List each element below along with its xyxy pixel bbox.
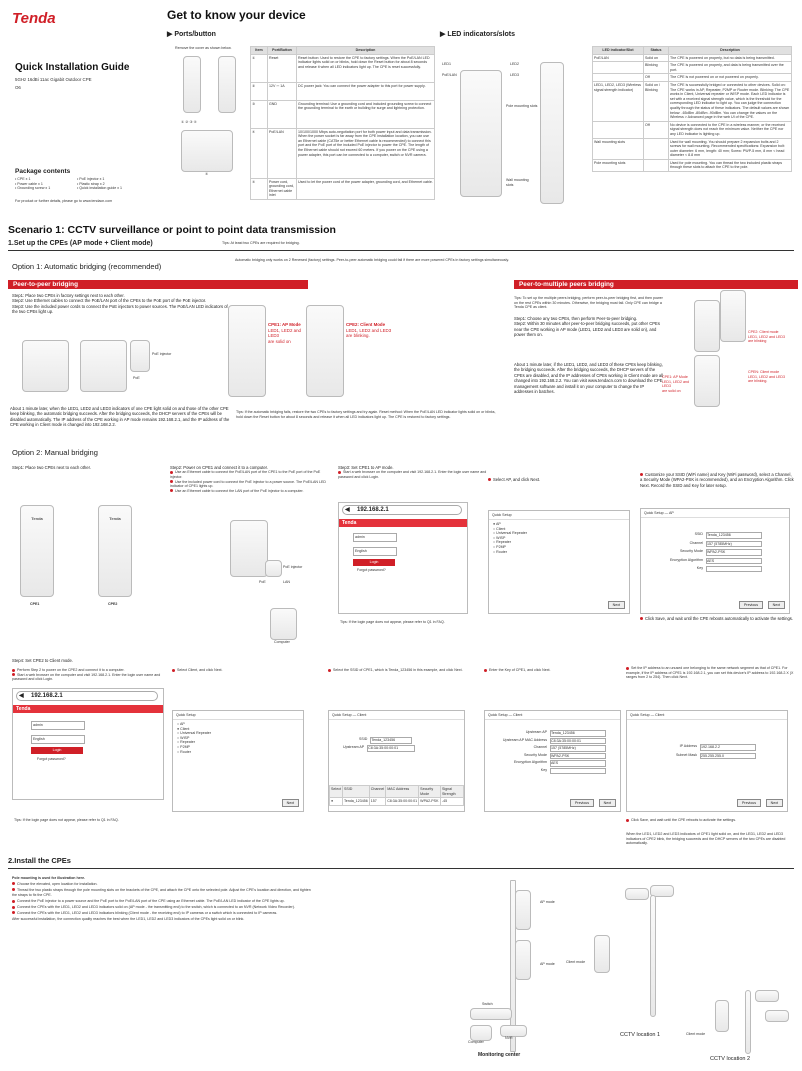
computer-illustration bbox=[270, 608, 297, 640]
key-input[interactable] bbox=[550, 768, 606, 774]
p2mp-c2-mode: CPE2: Client mode bbox=[748, 330, 779, 334]
package-footnote: For product or further details, please go to www.tendacn.com bbox=[15, 199, 113, 203]
product-name: 5GHz 16dBi 11ac Gigabit Outdoor CPE bbox=[15, 77, 92, 82]
channel-select[interactable]: 157 (5785MHz) bbox=[706, 541, 762, 548]
mode-option[interactable]: ○ Repeater bbox=[177, 740, 195, 745]
table-row: Off No device is connected to the CPE in a wireless manner, or the received signal strength does not reach the minimum value. Neither the CPE nor any LED indicator is lighting up. bbox=[593, 121, 792, 138]
key-field-row: Upstream AP MAC Address C8:3A:35:00:00:01 bbox=[489, 738, 616, 745]
install-divider bbox=[8, 868, 794, 869]
p2mp-ap-label bbox=[662, 375, 694, 393]
mode-option[interactable]: ○ P2MP bbox=[177, 744, 190, 749]
mode-option[interactable]: ○ Router bbox=[177, 749, 191, 754]
p2mp-step2: Step2: Within 30 minutes after peer-to-peer bridging succeeds, put other CPEs near the CPE working in AP mode (LED1, LED2 and LED3 are solid on), and power them on. bbox=[514, 321, 660, 338]
p2p-step3: Step3: Use the included power cords to connect the PoE injectors to power sources. The PoE/LAN LED indicators of the two CPEs light up. bbox=[12, 303, 228, 315]
p2mp-heading: Peer-to-multiple peers bridging bbox=[514, 280, 798, 289]
o2-step2-item: Use an Ethernet cable to connect the PoE/LAN port of the CPE1 to the PoE port of the PoE injector. bbox=[170, 470, 321, 479]
pole-illustration bbox=[650, 895, 656, 1017]
model-name: O6 bbox=[15, 85, 21, 90]
table-row: ③ GND Grounding terminal: Use a grounding cord and included grounding screw to connect the grounding terminal to the earth or building for surge and lightning protection. bbox=[251, 100, 435, 128]
mode-option[interactable]: ○ Router bbox=[493, 549, 507, 554]
monitoring-center-label: Monitoring center bbox=[478, 1052, 521, 1058]
p2mp-ap-state: are solid on bbox=[662, 388, 681, 393]
subnet-mask-input[interactable]: 255.255.255.0 bbox=[700, 753, 756, 760]
login-header: Tenda bbox=[339, 519, 467, 527]
mode-option[interactable]: ○ Client bbox=[493, 526, 506, 531]
page-title: Get to know your device bbox=[167, 8, 306, 22]
o2-computer-label: Computer bbox=[274, 640, 290, 644]
cctv2-label: CCTV location 2 bbox=[710, 1056, 751, 1062]
ssid-input[interactable]: Tenda_123456 bbox=[706, 532, 762, 539]
mode-list bbox=[173, 720, 303, 756]
poe-injector-illustration bbox=[265, 560, 282, 577]
key-field-row: Key bbox=[489, 768, 616, 774]
ap-mode-label-2: AP mode bbox=[540, 962, 555, 966]
ssid-row: SSID Tenda_123456 bbox=[359, 737, 412, 744]
ap-field-row: Security Mode WPA2-PSK bbox=[661, 549, 785, 556]
cpe-illustration bbox=[694, 300, 720, 352]
mode-option[interactable]: ○ Repeater bbox=[493, 540, 511, 545]
cpe-illustration bbox=[694, 355, 720, 407]
poe-lan-label: PoE/LAN bbox=[442, 73, 457, 77]
cpe2-state: are blinking. bbox=[346, 333, 370, 339]
cpe1-caption: CPE1 bbox=[30, 602, 40, 606]
ports-circles: ① ② ③ ④ bbox=[181, 120, 197, 124]
cpe-logo: Tenda bbox=[109, 516, 121, 521]
ap-fields bbox=[641, 518, 789, 572]
cpe2-illustration bbox=[98, 505, 132, 597]
client-mode-label-2: Client mode bbox=[686, 1032, 706, 1036]
p2mp-c2-label bbox=[748, 330, 796, 344]
led-table bbox=[592, 46, 792, 172]
key-field-row: Upstream AP Tenda_123456 bbox=[489, 730, 616, 737]
p2mp-cn-leds: LED1, LED2 and LED3 bbox=[748, 374, 785, 379]
o2-step3-select: Select AP, and click Next. bbox=[488, 477, 638, 482]
cpe1-mode: CPE1: AP Mode bbox=[268, 322, 301, 327]
address-text: 192.168.2.1 bbox=[357, 507, 389, 513]
next-button[interactable]: Next bbox=[766, 799, 783, 807]
browser-back-icon[interactable]: ◀ bbox=[345, 507, 350, 513]
key-field-row: Encryption Algorithm AES bbox=[489, 760, 616, 767]
o2-step2-item: Use an Ethernet cable to connect the LAN port of the PoE injector to a computer. bbox=[170, 489, 330, 494]
p2p-tip: Tips: If the automatic bridging fails, restore the two CPEs to factory settings and try again. Reset method: When the PoE/LAN LED indicator lights solid on or blinks, hold down the Reset button for about 8 seconds and release it when all LED indicators light up. The CPE is restored to factory settings. bbox=[236, 410, 496, 419]
o2-step1: Step1: Place two CPEs next to each other. bbox=[12, 465, 91, 470]
mode-option[interactable]: ○ WISP bbox=[177, 735, 190, 740]
cpe-client-illustration bbox=[594, 935, 610, 973]
tips-top: Tips: At least two CPEs are required for bridging. bbox=[222, 241, 300, 245]
p2mp-cn-state: are blinking. bbox=[748, 379, 768, 384]
package-item: • Grounding screw x 1 bbox=[15, 186, 51, 191]
setup-heading: 1.Set up the CPEs (AP mode + Client mode) bbox=[8, 240, 153, 247]
cover-note: Remove the cover as shown below. bbox=[175, 46, 232, 50]
cpe-illustration bbox=[80, 340, 127, 392]
led-col-indicator: LED indicator/Slot bbox=[593, 47, 644, 55]
client-setup-title: Quick Setup — Client bbox=[627, 711, 787, 720]
table-row: Off The CPE is not powered on or not powered on properly. bbox=[593, 74, 792, 82]
ap-field-row: Key bbox=[661, 566, 785, 572]
o2-step2-title: Step2: Power on CPE1 and connect it to a computer. bbox=[170, 465, 268, 470]
computer-label: Computer bbox=[468, 1040, 484, 1044]
scan-table: Select SSID Channel MAC Address Security Mode Signal Strength ● Tenda_123456 157 C8:3A:35:00:00:01 WPA2-PSK -45 bbox=[329, 785, 464, 806]
browser-back-icon[interactable]: ◀ bbox=[19, 693, 24, 699]
cpe1-leds: LED1, LED2 and LED3 bbox=[268, 327, 301, 339]
o2-step3-save: Click Save, and wait until the CPE reboots automatically to activate the settings. bbox=[640, 616, 795, 621]
client-setup-title: Quick Setup — Client bbox=[329, 711, 464, 720]
previous-button[interactable]: Previous bbox=[739, 601, 763, 609]
led1-label: LED1 bbox=[442, 62, 451, 66]
login-header: Tenda bbox=[13, 705, 163, 713]
ports-table bbox=[250, 46, 435, 200]
table-row[interactable]: ● Tenda_123456 157 C8:3A:35:00:00:01 WPA2-PSK -45 bbox=[330, 798, 464, 806]
key-input[interactable] bbox=[706, 566, 762, 572]
p2mp-c2-leds: LED1, LED2 and LED3 bbox=[748, 334, 785, 339]
install-heading: 2.Install the CPEs bbox=[8, 856, 71, 865]
package-item: • Quick installation guide x 1 bbox=[77, 186, 123, 191]
client-ip-panel bbox=[626, 710, 788, 812]
poe-injector-label: PoE injector bbox=[152, 352, 172, 356]
ports-heading bbox=[167, 30, 216, 38]
cpe2-caption: CPE2 bbox=[108, 602, 118, 606]
cpe-open-illustration-2 bbox=[218, 56, 236, 113]
client-setup-title: Quick Setup — Client bbox=[485, 711, 620, 720]
package-heading: Package contents bbox=[15, 168, 71, 175]
table-row: Pole mounting slots Used for pole mounting. You can thread the two included plastic straps through these slots to attach the CPE to the pole. bbox=[593, 159, 792, 171]
p2mp-ap-leds: LED1, LED2 and LED3 bbox=[662, 379, 689, 389]
package-list bbox=[15, 177, 155, 191]
o2-poe-injector-label: PoE injector bbox=[283, 565, 303, 569]
p2mp-ap-mode: CPE1: AP Mode bbox=[662, 375, 688, 379]
login-lang-select[interactable]: English bbox=[31, 735, 85, 744]
ap-setup-panel bbox=[640, 508, 790, 614]
channel-select[interactable]: 157 (5785MHz) bbox=[550, 745, 606, 752]
camera-illustration bbox=[755, 990, 779, 1002]
package-item: • PoE injector x 1 bbox=[77, 177, 105, 181]
next-button[interactable]: Next bbox=[768, 601, 785, 609]
scenario-title: Scenario 1: CCTV surveillance or point to point data transmission bbox=[8, 224, 336, 236]
login-user[interactable]: admin bbox=[31, 721, 85, 730]
address-text: 192.168.2.1 bbox=[31, 693, 63, 699]
cpe-ap-illustration bbox=[515, 940, 531, 980]
encryption-select[interactable]: AES bbox=[706, 558, 762, 565]
pole-illustration bbox=[745, 990, 751, 1054]
p2p-step1: Step1: Place two CPEs in factory settings next to each other. bbox=[12, 293, 125, 298]
step4-item: Enter the Key of CPE1, and click Next. bbox=[484, 668, 624, 673]
led-col-desc: Description bbox=[669, 47, 792, 55]
mode-option[interactable]: ○ P2MP bbox=[493, 544, 506, 549]
quick-setup-title: Quick Setup bbox=[489, 511, 629, 520]
mode-list bbox=[489, 520, 629, 556]
table-row: ④ PoE/LAN 10/100/1000 Mbps auto-negotiation port for both power input and data transmission. When the power socket is far away from the CPE installation location, you can use an Ethernet cable (CAT5e or better Ethernet cable is recommended) to connect this port and the PoE port of the included PoE injector to power the CPE. The length of the Ethernet cable should not exceed 60 meters. If you power on the CPE using a power adapter, this port can be connected to a computer, switch or NVR camera. bbox=[251, 128, 435, 178]
ap-setup-title: Quick Setup — AP bbox=[641, 509, 789, 518]
triangle-icon: ▶ bbox=[440, 31, 448, 38]
o2-step3-customize: Customize your SSID (WiFi name) and Key (WiFi password), select a Channel, a Security Mode (WPA2-PSK is recommended), and an Encryption Algorithm. Click Next. Record the SSID and Key for later setup. bbox=[640, 472, 794, 488]
quick-setup-title: Quick Setup bbox=[173, 711, 303, 720]
install-item: Connect the CPEs with the LED1, LED2 and LED3 indicators solid on (AP mode - the transmitting end) to the switch, which is connected to an NVR (Network Video Recorder). bbox=[12, 905, 312, 911]
address-bar[interactable] bbox=[16, 691, 158, 701]
quick-setup-panel bbox=[488, 510, 630, 614]
table-row: Wall mounting slots Used for wall mounting. You should prepare 2 expansion bolts and 2 screws for wall mounting. Recommended specifications: Expansion bolt: outer diameter: 6 mm, length: 40 mm; Screw: PWP-5 mm, 8 mm < head diameter < 8.8 mm bbox=[593, 138, 792, 159]
step4-item: Set the IP address to an unused one belonging to the same network segment as that of CPE1. For example, if the IP address of CPE1 is 192.168.2.1, you can set this device's IP address to 192.168.2.X (X ranges from 2 to 254). Then click Next. bbox=[626, 666, 794, 680]
browser-window bbox=[338, 502, 468, 614]
camera-illustration bbox=[625, 888, 649, 900]
triangle-icon: ▶ bbox=[167, 31, 175, 38]
ip-field-row: Subnet Mask 255.255.255.0 bbox=[657, 753, 783, 760]
switch-illustration bbox=[470, 1008, 512, 1020]
pole-slots-label: Pole mounting slots bbox=[506, 104, 538, 108]
key-field-row: Security Mode WPA2-PSK bbox=[489, 753, 616, 760]
cpe-client-illustration bbox=[715, 1000, 729, 1032]
next-button[interactable]: Next bbox=[599, 799, 616, 807]
cpe-logo: Tenda bbox=[31, 516, 43, 521]
peer-mac-input[interactable]: C8:3A:35:00:00:01 bbox=[367, 745, 415, 752]
computer-illustration bbox=[470, 1025, 492, 1041]
option1-tips: Automatic bridging only works on 2 Renewed (factory) settings. Peer-to-peer automatic bridging could fail if there are more powered CPEs in factory settings simultaneously. bbox=[235, 258, 509, 262]
step4-heading: Step4: Set CPE2 to Client mode. bbox=[12, 658, 73, 663]
led2-label: LED2 bbox=[510, 62, 519, 66]
install-item: Connect the PoE injector to a power source and the PoE port to the PoE/LAN port of the CPE using an Ethernet cable. The PoE/LAN LED indicator of the CPE lights up. bbox=[12, 899, 312, 905]
ip-fields bbox=[627, 720, 787, 759]
o2-step3 bbox=[338, 465, 498, 480]
client-key-panel bbox=[484, 710, 621, 812]
led-heading bbox=[440, 30, 515, 38]
p2mp-step1: Step1: Choose any two CPEs, then perform Peer-to-peer bridging. bbox=[514, 316, 638, 321]
nvr-label: NVR bbox=[505, 1036, 513, 1040]
package-item: • Power cable x 1 bbox=[15, 181, 43, 186]
mode-option[interactable]: ○ AP bbox=[177, 722, 185, 726]
ap-field-row: Channel 157 (5785MHz) bbox=[661, 541, 785, 548]
step4-item: Select Client, and click Next. bbox=[172, 668, 312, 673]
led-heading-text: LED indicators/slots bbox=[447, 31, 516, 38]
option1-heading: Option 1: Automatic bridging (recommended) bbox=[12, 262, 162, 271]
cpe2-client-label bbox=[346, 322, 392, 339]
login-button[interactable]: Login bbox=[353, 559, 395, 566]
login-user[interactable]: admin bbox=[353, 533, 397, 542]
mode-option[interactable]: ○ WISP bbox=[493, 535, 506, 540]
step4-result: When the LED1, LED2 and LED3 indicators of CPE1 light solid on, and the LED1, LED2 and LED3 indicators of CPE2 blink, the bridging succeeds and the DHCP servers of the two CPEs are disabled automatically. bbox=[626, 832, 786, 846]
step4-item: Click Save, and wait until the CPE reboots to activate the settings. bbox=[626, 818, 794, 823]
o2-step2 bbox=[170, 465, 330, 493]
table-row: LED1, LED2, LED3 (Wireless signal strength indicator) Solid on / Blinking The CPE is successfully bridged or connected to other devices. Solid on: The CPE works in AP, Repeater, P2MP or Router mode. Blinking: The CPE works in Client, Universal repeater or WISP mode. Each LED indicator is set with a received signal strength value, which is the threshold for the corresponding LED indicator to light up. You can judge the connection quality through the status of these indicators. The default values are shown below: -65dBm -80dBm -90dBm. You can change the values on the Wireless > Advanced page in the web UI of the CPE. bbox=[593, 81, 792, 121]
key-fields bbox=[485, 720, 620, 774]
tenda-logo: Tenda bbox=[12, 10, 56, 27]
install-item: Thread the two plastic straps through the pole mounting slots on the brackets of the CPE, and attach the CPE onto the selected pole. Adjust the CPE's location and direction, and tighten the straps to fix the CPE. bbox=[12, 887, 311, 898]
poe-label: PoE bbox=[133, 376, 140, 380]
peer-row: Upstream AP C8:3A:35:00:00:01 bbox=[343, 745, 415, 752]
cpe-bottom-illustration bbox=[181, 130, 233, 172]
login-lang-select[interactable]: English bbox=[353, 547, 397, 556]
cpe-open-illustration bbox=[183, 56, 201, 113]
section-divider bbox=[8, 250, 794, 251]
install-intro: Pole mounting is used for illustration here. bbox=[12, 876, 86, 880]
cpe-ap-illustration bbox=[515, 890, 531, 930]
ap-field-row: Encryption Algorithm AES bbox=[661, 558, 785, 565]
mode-option[interactable]: ● Client bbox=[177, 726, 190, 731]
camera-illustration bbox=[765, 1010, 789, 1022]
ssid-input[interactable]: Tenda_123456 bbox=[370, 737, 412, 744]
tip-login: Tips: If the login page does not appear, please refer to Q1 in FAQ. bbox=[340, 620, 445, 624]
cpe2-leds: LED1, LED2 and LED3 bbox=[346, 327, 392, 333]
step4-item: Perform Step 2 to power on the CPE2 and connect it to a computer. Start a web browser on the computer and visit 192.168.2.1. Enter the login user name and password and click Login. bbox=[12, 668, 161, 682]
mode-option[interactable]: ● AP bbox=[493, 522, 501, 526]
ports-col-item: Item bbox=[251, 47, 268, 55]
mode-option[interactable]: ○ Universal Repeater bbox=[177, 731, 211, 736]
ports-col-desc: Description bbox=[297, 47, 435, 55]
cpe1-ap-label bbox=[268, 322, 308, 344]
key-field-row: Channel 157 (5785MHz) bbox=[489, 745, 616, 752]
client-mode-label: Client mode bbox=[566, 960, 586, 964]
address-bar[interactable] bbox=[342, 505, 462, 515]
cpe-illustration bbox=[22, 340, 69, 392]
next-button[interactable]: Next bbox=[282, 799, 299, 807]
upstream-ssid-input[interactable]: Tenda_123456 bbox=[550, 730, 606, 737]
quick-setup-panel bbox=[172, 710, 304, 812]
mode-option[interactable]: ○ Universal Repeater bbox=[493, 531, 527, 536]
guide-title: Quick Installation Guide bbox=[15, 62, 130, 73]
forgot-link[interactable]: Forgot password? bbox=[357, 568, 386, 572]
previous-button[interactable]: Previous bbox=[737, 799, 761, 807]
p2mp-tips: Tips: To set up the multiple peers bridging, perform peer-to-peer bridging first, and then power on the rest CPEs within 30 minutes. Otherwise, the bridging must fail. Only CPE can bridge a Tenda CPE as client. bbox=[514, 296, 663, 310]
ports-heading-text: Ports/button bbox=[174, 31, 216, 38]
p2mp-cn-label bbox=[748, 370, 796, 384]
cpe1-illustration bbox=[20, 505, 54, 597]
install-outro: After successful installation, the connection quality reaches the best when the LED1, LED2 and LED3 indicators of the CPEs light solid on or blink. bbox=[12, 916, 245, 921]
cpe1-led-panel bbox=[228, 305, 266, 397]
o2-step2-item: Use the included power cord to connect the PoE injector to a power source. The PoE/LAN LED indicator of CPE1 lights up. bbox=[170, 479, 326, 489]
install-instructions bbox=[12, 876, 312, 922]
forgot-link[interactable]: Forgot password? bbox=[37, 757, 66, 761]
option2-heading: Option 2: Manual bridging bbox=[12, 448, 98, 457]
table-row: Blinking The CPE is powered on properly, and data is being transmitted over the port. bbox=[593, 62, 792, 74]
install-item: Connect the CPEs with the LED1, LED2 and LED3 indicators blinking (Client mode - the receiving end) to IP cameras or a switch which is connected to IP cameras. bbox=[12, 911, 312, 917]
table-row: ② 12V ⎓ 1A DC power jack: You can connect the power adapter to this port for power supply. bbox=[251, 82, 435, 100]
cpe2-led-panel bbox=[306, 305, 344, 397]
cpe-illustration bbox=[720, 290, 746, 342]
upstream-mac-input[interactable]: C8:3A:35:00:00:01 bbox=[550, 738, 606, 745]
p2p-step2: Step2: Use Ethernet cables to connect the PoE/LAN port of the CPEs to the PoE port of the PoE injector. bbox=[12, 298, 207, 304]
p2p-steps bbox=[12, 293, 232, 315]
p2mp-c2-state: are blinking bbox=[748, 339, 767, 344]
ip-field-row: IP Address 192.168.2.2 bbox=[657, 744, 783, 751]
step4-item: Select the SSID of CPE1, which is Tenda_123456 in this example, and click Next. bbox=[328, 668, 468, 673]
p2p-heading: Peer-to-peer bridging bbox=[8, 280, 308, 289]
browser-window bbox=[12, 688, 164, 800]
cpe-side-illustration bbox=[540, 62, 564, 204]
p2p-result: About 1 minute later, when the LED1, LED2 and LED3 indicators of one CPE light solid on and those of the other CPE keep blinking, the automatic bridging succeeds. After the bridging succeeds, the DHCP servers of the CPEs will be disabled automatically. The IP address of the CPE working in AP mode remains 192.168.2.1, and the IP address of the CPE working in Client mode is changed into 192.168.2.2. bbox=[10, 406, 230, 428]
poe-injector-illustration bbox=[130, 340, 150, 372]
p2mp-result: About 1 minute later, if the LED1, LED2, and LED3 of these CPEs keep blinking, the bridging succeeds. After the bridging succeeds, the DHCP servers of the CPEs are disabled, and the IP addresses of CPEs working in Client mode are all changed into 192.168.2.2. You can visit www.tendacn.com to download the CPE management software and install it on your computer to change the IP addresses in batches. bbox=[514, 362, 664, 395]
wall-slots-label: Wall mounting slots bbox=[506, 178, 529, 187]
next-button[interactable]: Next bbox=[608, 601, 625, 609]
port5-label: ⑤ bbox=[205, 172, 209, 176]
ip-address-input[interactable]: 192.168.2.2 bbox=[700, 744, 756, 751]
cpe1-state: are solid on bbox=[268, 338, 291, 344]
previous-button[interactable]: Previous bbox=[570, 799, 594, 807]
table-row: PoE/LAN Solid on The CPE is powered on properly, but no data is being transmitted. bbox=[593, 54, 792, 62]
encryption-select[interactable]: AES bbox=[550, 760, 606, 767]
client-scan-panel bbox=[328, 710, 465, 812]
ap-mode-label: AP mode bbox=[540, 900, 555, 904]
cctv1-label: CCTV location 1 bbox=[620, 1032, 661, 1038]
security-select[interactable]: WPA2-PSK bbox=[706, 549, 762, 556]
p2mp-steps bbox=[514, 316, 664, 338]
cpe-back-illustration bbox=[460, 70, 502, 197]
o2-step3-item: Start a web browser on the computer and visit 192.168.2.1. Enter the login user name and password and click Login. bbox=[338, 470, 487, 479]
package-item: • CPE x 1 bbox=[15, 177, 31, 181]
security-select[interactable]: WPA2-PSK bbox=[550, 753, 606, 760]
login-button[interactable]: Login bbox=[31, 747, 83, 754]
led3-label: LED3 bbox=[510, 73, 519, 77]
led-col-status: Status bbox=[644, 47, 669, 55]
ap-field-row: SSID Tenda_123456 bbox=[661, 532, 785, 539]
table-row: ① Reset Reset button: Used to restore the CPE to factory settings. When the PoE/LAN LED indicator lights solid on or blinks, hold down the Reset button for about 8 seconds and release it when all LED indicators light up. The CPE is reset successfully. bbox=[251, 54, 435, 82]
cpe2-mode: CPE2: Client Mode bbox=[346, 322, 386, 327]
table-row: ⑤ Power cord, grounding cord, Ethernet cable inlet Used to let the power cord of the power adapter, grounding cord, and Ethernet cable. bbox=[251, 178, 435, 199]
switch-label: Switch bbox=[482, 1002, 493, 1006]
ports-col-port: Port/Button bbox=[268, 47, 297, 55]
tip-login-2: Tips: If the login page does not appear, please refer to Q1 in FAQ. bbox=[14, 818, 119, 822]
o2-lan-label: LAN bbox=[283, 580, 290, 584]
cpe1-illustration bbox=[230, 520, 268, 577]
package-item: • Plastic strap x 2 bbox=[77, 181, 105, 186]
o2-poe-label: PoE bbox=[259, 580, 266, 584]
install-item: Choose the elevated, open location for installation. bbox=[12, 882, 312, 888]
p2mp-cn-mode: CPEN: Client mode bbox=[748, 370, 780, 374]
o2-step3-title: Step3: Set CPE1 to AP mode. bbox=[338, 465, 394, 470]
